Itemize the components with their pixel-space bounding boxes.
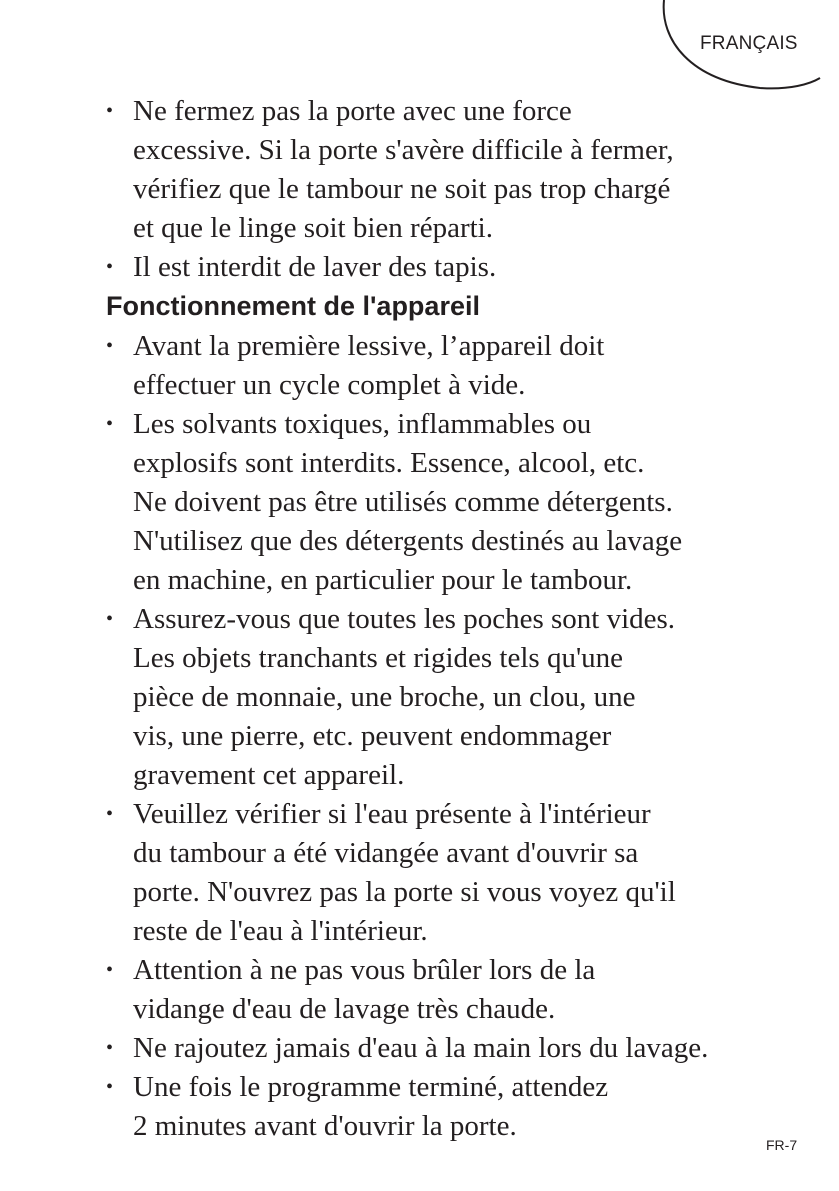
text-line: vidange d'eau de lavage très chaude. [133,993,556,1025]
document-body [106,92,806,1146]
language-label: FRANÇAIS [700,33,798,54]
bullet-icon: • [106,608,114,630]
text-line: effectuer un cycle complet à vide. [133,369,526,401]
bullet-icon: • [106,1076,114,1098]
text-line: Ne doivent pas être utilisés comme détergents. [133,486,673,518]
bullet-icon: • [106,335,114,357]
text-line: vis, une pierre, etc. peuvent endommager [133,720,612,752]
text-line: vérifiez que le tambour ne soit pas trop chargé [133,173,671,205]
bullet-icon: • [106,803,114,825]
list-item [106,951,806,1029]
text-line: et que le linge soit bien réparti. [133,212,493,244]
intro-list [106,92,806,287]
bullet-icon: • [106,959,114,981]
text-line: Une fois le programme terminé, attendez [133,1071,609,1103]
text-line: Ne fermez pas la porte avec une force [133,95,572,127]
text-line: Il est interdit de laver des tapis. [133,251,497,283]
section-heading: Fonctionnement de l'appareil [106,291,480,321]
bullet-icon: • [106,1037,114,1059]
list-item [106,327,806,405]
text-line: porte. N'ouvrez pas la porte si vous voyez qu'il [133,876,676,908]
text-line: Attention à ne pas vous brûler lors de la [133,954,596,986]
bullet-icon: • [106,413,114,435]
text-line: du tambour a été vidangée avant d'ouvrir sa [133,837,639,869]
bullet-icon: • [106,256,114,278]
bullet-icon: • [106,100,114,122]
text-line: Les solvants toxiques, inflammables ou [133,408,592,440]
list-item [106,1068,806,1146]
list-item [106,248,806,287]
text-line: Les objets tranchants et rigides tels qu'une [133,642,624,674]
text-line: en machine, en particulier pour le tambour. [133,564,633,596]
text-line: 2 minutes avant d'ouvrir la porte. [133,1110,517,1142]
text-line: excessive. Si la porte s'avère difficile à fermer, [133,134,674,166]
page-number: FR-7 [766,1137,798,1153]
section-list [106,327,806,1146]
text-line: Avant la première lessive, l’appareil doit [133,330,605,362]
list-item [106,405,806,600]
list-item [106,600,806,795]
list-item [106,1029,806,1068]
text-line: N'utilisez que des détergents destinés au lavage [133,525,683,557]
text-line: Assurez-vous que toutes les poches sont vides. [133,603,676,635]
text-line: explosifs sont interdits. Essence, alcool, etc. [133,447,645,479]
text-line: Ne rajoutez jamais d'eau à la main lors du lavage. [133,1032,709,1064]
text-line: gravement cet appareil. [133,759,405,791]
text-line: pièce de monnaie, une broche, un clou, une [133,681,636,713]
list-item [106,92,806,248]
list-item [106,795,806,951]
text-line: reste de l'eau à l'intérieur. [133,915,428,947]
text-line: Veuillez vérifier si l'eau présente à l'intérieur [133,798,651,830]
